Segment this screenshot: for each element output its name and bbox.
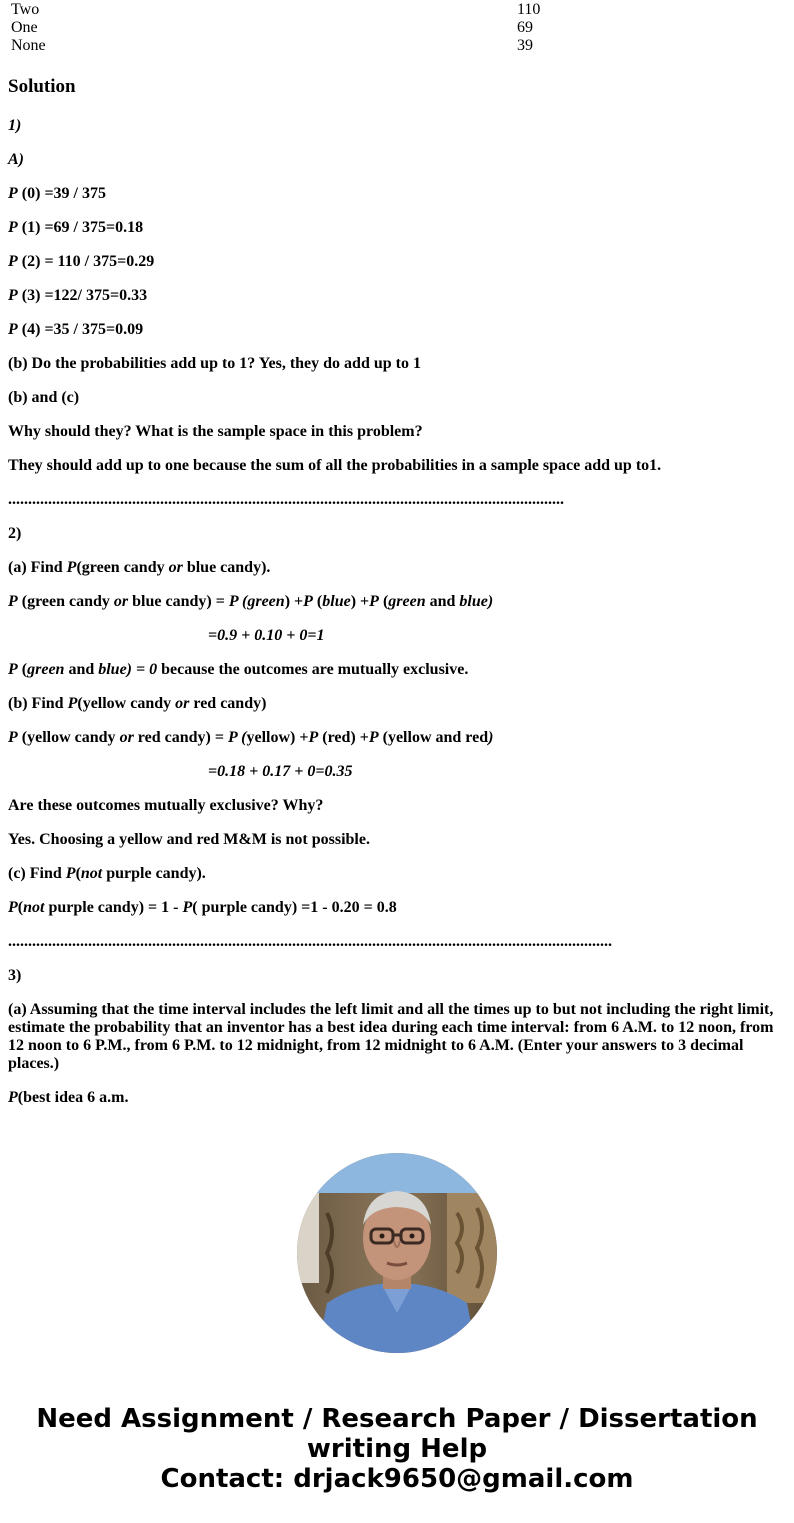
text: purple candy) = 1 -: [44, 899, 183, 916]
row-label: One: [11, 19, 38, 36]
prob-text: (2) = 110 / 375=0.29: [17, 253, 155, 270]
text: because the outcomes are mutually exclusive.: [157, 661, 469, 678]
prob-line-4: [8, 321, 143, 339]
banner-contact[interactable]: Contact: drjack9650@gmail.com: [160, 1464, 634, 1494]
text: ( purple candy) =1 - 0.20 = 0.8: [192, 899, 397, 916]
text: (: [17, 661, 28, 678]
row-value: 39: [517, 37, 533, 54]
p-symbol: P: [8, 253, 18, 270]
section-2-a-equation: [8, 593, 493, 611]
text: (red) +: [318, 729, 369, 746]
section-1-b2: (b) and (c): [8, 389, 80, 406]
text: or: [113, 593, 129, 610]
table-row: [11, 37, 533, 55]
section-1-question: Why should they? What is the sample space in this problem?: [8, 423, 423, 440]
text: (green candy: [76, 559, 169, 576]
text: (yellow and red: [378, 729, 489, 746]
text: (b) Find: [8, 695, 68, 712]
prob-text: (1) =69 / 375=0.18: [17, 219, 144, 236]
p-symbol: P: [8, 321, 18, 338]
prob-text: (0) =39 / 375: [17, 185, 106, 202]
p-symbol: P: [308, 729, 319, 746]
row-value: 69: [517, 19, 533, 36]
text: blue) = 0: [98, 661, 158, 678]
prob-line-2: [8, 253, 154, 271]
p-symbol: P: [8, 185, 18, 202]
text: P (green: [228, 593, 285, 610]
section-3-number: 3): [8, 967, 22, 984]
text: blue: [322, 593, 351, 610]
p-symbol: P: [65, 865, 76, 882]
text: (best idea 6 a.m.: [17, 1089, 129, 1106]
prob-line-3: [8, 287, 147, 305]
text: yellow) +: [246, 729, 309, 746]
text: or: [168, 559, 183, 576]
section-2-mutually-exclusive: [8, 661, 468, 679]
text: (: [312, 593, 323, 610]
p-symbol: P: [8, 219, 18, 236]
text: ): [488, 729, 494, 746]
text: red candy): [189, 695, 267, 712]
section-2-a-question: [8, 559, 270, 577]
section-2-b-question: [8, 695, 266, 713]
text: blue): [459, 593, 494, 610]
p-symbol: P: [8, 287, 18, 304]
section-1-answer: They should add up to one because the sum of all the probabilities in a sample space add up to1.: [8, 457, 662, 474]
row-value: 110: [517, 1, 541, 18]
table-row: [11, 19, 533, 37]
help-banner: [0, 1404, 794, 1494]
p-symbol: P: [182, 899, 193, 916]
text: (: [75, 865, 81, 882]
text: (: [17, 899, 24, 916]
row-label: Two: [11, 1, 40, 18]
text: (green candy: [17, 593, 114, 610]
section-2-number: 2): [8, 525, 22, 542]
row-label: None: [11, 37, 46, 54]
section-2-c-question: [8, 865, 206, 883]
prob-text: (4) =35 / 375=0.09: [17, 321, 144, 338]
solution-heading: Solution: [8, 76, 76, 97]
text: not: [23, 899, 45, 916]
text: not: [80, 865, 103, 882]
avatar-portrait: [297, 1153, 497, 1353]
p-symbol: P: [8, 899, 18, 916]
section-2-c-equation: [8, 899, 397, 917]
text: (yellow candy: [77, 695, 176, 712]
text: and: [425, 593, 460, 610]
section-1-part-a: A): [8, 151, 24, 168]
text: (c) Find: [8, 865, 66, 882]
section-3-p-line: [8, 1089, 128, 1107]
banner-line-2: writing Help: [306, 1434, 488, 1464]
section-2-a-result: =0.9 + 0.10 + 0=1: [208, 627, 325, 644]
text: P (: [227, 729, 247, 746]
p-symbol: P: [368, 729, 379, 746]
text: or: [175, 695, 190, 712]
p-symbol: P: [8, 1089, 18, 1106]
p-symbol: P: [8, 729, 18, 746]
text: purple candy).: [102, 865, 206, 882]
p-symbol: P: [8, 593, 18, 610]
text: green: [388, 593, 426, 610]
text: (a) Find: [8, 559, 67, 576]
banner-line-1: Need Assignment / Research Paper / Dissertation: [36, 1404, 758, 1434]
avatar: [297, 1153, 497, 1353]
text: and: [64, 661, 99, 678]
section-2-b-result: =0.18 + 0.17 + 0=0.35: [208, 763, 353, 780]
section-2-question: Are these outcomes mutually exclusive? Why?: [8, 797, 324, 814]
section-3-a-question: (a) Assuming that the time interval includes the left limit and all the times up to but not including the right limit, estimate the probability that an inventor has a best idea during each time interval: from 6 A.M. to 12 noon, from 12 noon to 6 P.M., from 6 P.M. to 12 midnight, from 12 midnight to 6 A.M. (Enter your answers to 3 decimal places.): [8, 1001, 774, 1072]
section-1-b1: (b) Do the probabilities add up to 1? Yes, they do add up to 1: [8, 355, 421, 372]
section-2-answer: Yes. Choosing a yellow and red M&M is not possible.: [8, 831, 370, 848]
text: blue candy).: [182, 559, 271, 576]
p-symbol: P: [303, 593, 313, 610]
text: green: [27, 661, 65, 678]
text: blue candy) =: [128, 593, 229, 610]
p-symbol: P: [66, 559, 77, 576]
text: red candy) =: [133, 729, 228, 746]
text: ) +: [350, 593, 370, 610]
table-row: [11, 1, 541, 19]
p-symbol: P: [67, 695, 78, 712]
p-symbol: P: [369, 593, 379, 610]
text: (yellow candy: [17, 729, 120, 746]
dotted-separator: .......................................................................................................................................................: [8, 933, 612, 950]
section-1-number: 1): [8, 117, 22, 134]
text: or: [119, 729, 134, 746]
prob-line-0: [8, 185, 106, 203]
prob-line-1: [8, 219, 143, 237]
dotted-separator: ...........................................................................................................................................: [8, 491, 564, 508]
prob-text: (3) =122/ 375=0.33: [17, 287, 148, 304]
text: (: [378, 593, 389, 610]
section-2-b-equation: [8, 729, 493, 747]
p-symbol: P: [8, 661, 18, 678]
text: ) +: [284, 593, 304, 610]
